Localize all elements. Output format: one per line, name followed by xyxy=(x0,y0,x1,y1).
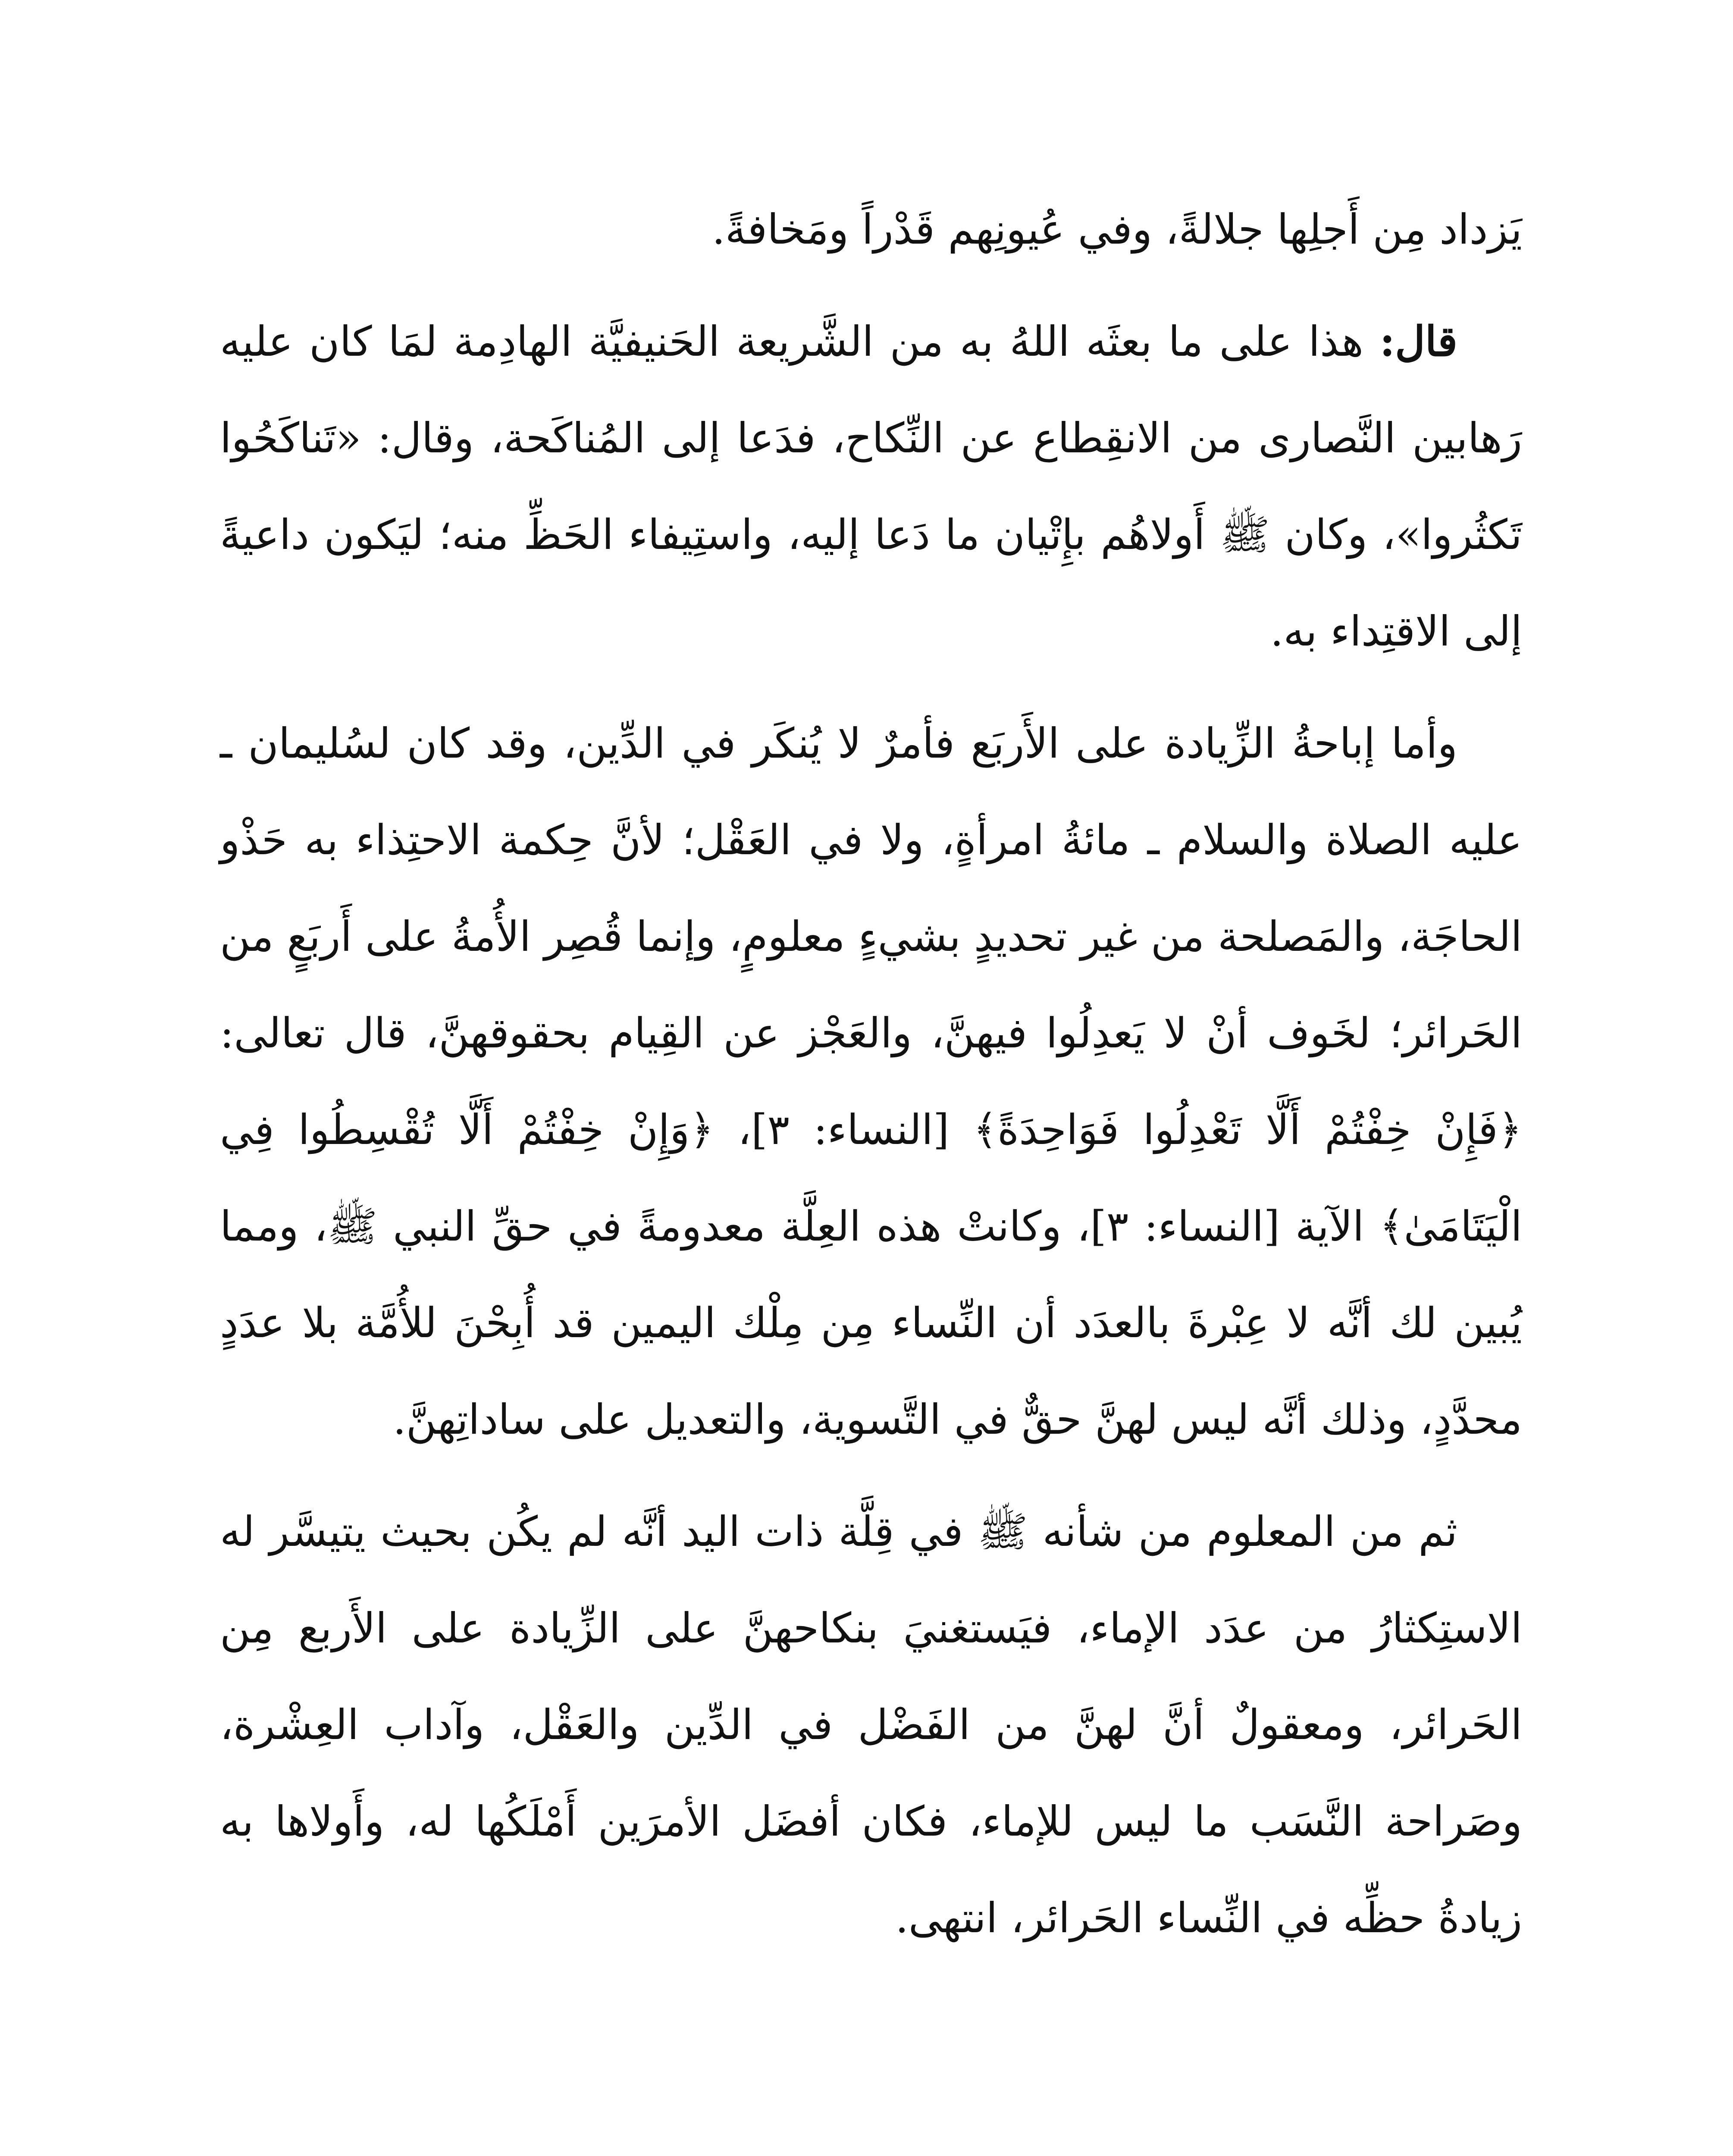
paragraph-text: يَزداد مِن أَجلِها جلالةً، وفي عُيونِهم قَدْراً ومَخافةً. xyxy=(712,205,1522,254)
paragraph-lead-word: قال: xyxy=(1379,317,1457,366)
paragraph-permission xyxy=(220,695,1522,1468)
paragraph-text: هذا على ما بعثَه اللهُ به من الشَّريعة الحَنيفيَّة الهادِمة لمَا كان عليه رَهابين النَّصارى من الانقِطاع عن النِّكاح، فدَعا إلى المُناكَحة، وقال: «تَناكَحُوا تَكثُروا»، وكان ﷺ أَولاهُم بإِتْيان ما دَعا إليه، واستِيفاء الحَظِّ منه؛ ليَكون داعيةً إلى الاقتِداء به. xyxy=(220,317,1522,655)
paragraph-text: ثم من المعلوم من شأنه ﷺ في قِلَّة ذات اليد أنَّه لم يكُن بحيث يتيسَّر له الاستِكثارُ من عدَد الإماء، فيَستغنيَ بنكاحهنَّ على الزِّيادة على الأَربع مِن الحَرائر، ومعقولٌ أنَّ لهنَّ من الفَضْل في الدِّين والعَقْل، وآداب العِشْرة، وصَراحة النَّسَب ما ليس للإماء، فكان أفضَل الأمرَين أَمْلَكُها له، وأَولاها به زيادةُ حظِّه في النِّساء الحَرائر، انتهى. xyxy=(220,1507,1523,1942)
paragraph-continuation xyxy=(220,181,1522,278)
paragraph-conclusion xyxy=(220,1483,1522,1966)
paragraph-text: وأما إباحةُ الزِّيادة على الأَربَع فأمرٌ لا يُنكَر في الدِّين، وقد كان لسُليمان ـ عليه الصلاة والسلام ـ مائةُ امرأةٍ، ولا في العَقْل؛ لأنَّ حِكمة الاحتِذاء به حَذْو الحاجَة، والمَصلحة من غير تحديدٍ بشيءٍ معلومٍ، وإنما قُصِر الأُمةُ على أَربَعٍ من الحَرائر؛ لخَوف أنْ لا يَعدِلُوا فيهنَّ، والعَجْز عن القِيام بحقوقهنَّ، قال تعالى: ﴿فَإِنْ خِفْتُمْ أَلَّا تَعْدِلُوا فَوَاحِدَةً﴾ [النساء: ٣]، ﴿وَإِنْ خِفْتُمْ أَلَّا تُقْسِطُوا فِي الْيَتَامَىٰ﴾ الآية [النساء: ٣]، وكانتْ هذه العِلَّة معدومةً في حقِّ النبي ﷺ، ومما يُبين لك أنَّه لا عِبْرةَ بالعدَد أن النِّساء مِن مِلْك اليمين قد أُبِحْنَ للأُمَّة بلا عدَدٍ محدَّدٍ، وذلك أنَّه ليس لهنَّ حقٌّ في التَّسوية، والتعديل على ساداتِهنَّ. xyxy=(220,719,1523,1444)
paragraph-qala xyxy=(220,293,1522,680)
body-text xyxy=(220,181,1522,1982)
